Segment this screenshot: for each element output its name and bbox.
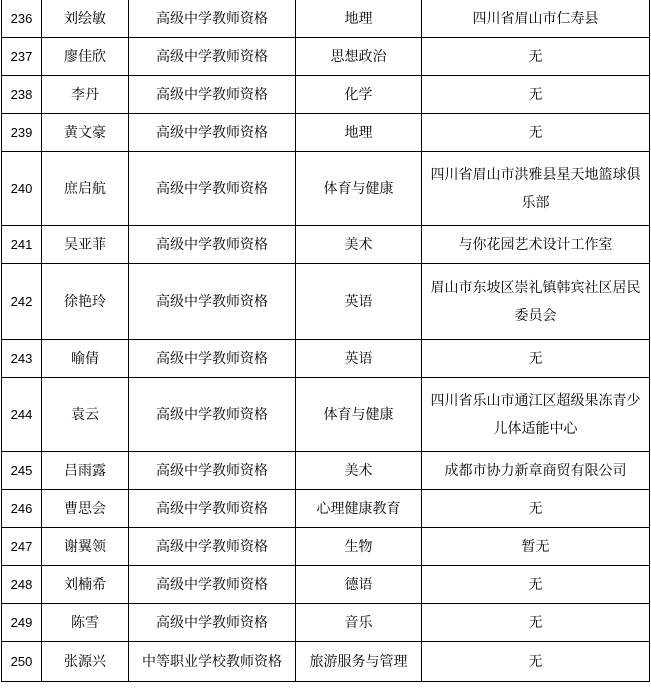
row-number: 241	[2, 226, 42, 264]
work-organization: 无	[422, 642, 650, 682]
row-number: 249	[2, 604, 42, 642]
table-row	[2, 452, 650, 490]
subject: 体育与健康	[296, 152, 422, 226]
table-row	[2, 566, 650, 604]
row-number: 246	[2, 490, 42, 528]
row-number: 244	[2, 378, 42, 452]
person-name: 李丹	[42, 76, 129, 114]
person-name: 刘绘敏	[42, 0, 129, 38]
person-name: 谢翼领	[42, 528, 129, 566]
subject: 英语	[296, 264, 422, 340]
subject: 生物	[296, 528, 422, 566]
table-row	[2, 38, 650, 76]
work-organization: 无	[422, 490, 650, 528]
subject: 美术	[296, 226, 422, 264]
row-number: 248	[2, 566, 42, 604]
table-row	[2, 76, 650, 114]
qualification-type: 高级中学教师资格	[129, 452, 296, 490]
subject: 地理	[296, 0, 422, 38]
row-number: 242	[2, 264, 42, 340]
row-number: 250	[2, 642, 42, 682]
work-organization: 无	[422, 76, 650, 114]
table-row	[2, 340, 650, 378]
subject: 思想政治	[296, 38, 422, 76]
qualification-type: 高级中学教师资格	[129, 566, 296, 604]
qualification-type: 高级中学教师资格	[129, 378, 296, 452]
work-organization: 无	[422, 566, 650, 604]
table-row	[2, 528, 650, 566]
work-organization: 与你花园艺术设计工作室	[422, 226, 650, 264]
work-organization: 暂无	[422, 528, 650, 566]
qualification-type: 高级中学教师资格	[129, 0, 296, 38]
row-number: 240	[2, 152, 42, 226]
work-organization: 成都市协力新章商贸有限公司	[422, 452, 650, 490]
qualification-type: 高级中学教师资格	[129, 604, 296, 642]
table-row	[2, 490, 650, 528]
qualification-type: 高级中学教师资格	[129, 38, 296, 76]
subject: 旅游服务与管理	[296, 642, 422, 682]
subject: 地理	[296, 114, 422, 152]
qualification-type: 高级中学教师资格	[129, 340, 296, 378]
person-name: 刘楠希	[42, 566, 129, 604]
subject: 体育与健康	[296, 378, 422, 452]
row-number: 243	[2, 340, 42, 378]
row-number: 239	[2, 114, 42, 152]
work-organization: 无	[422, 38, 650, 76]
qualification-type: 高级中学教师资格	[129, 114, 296, 152]
table-row	[2, 378, 650, 452]
teacher-qualification-table	[1, 0, 650, 682]
table-row	[2, 604, 650, 642]
row-number: 247	[2, 528, 42, 566]
work-organization: 眉山市东坡区崇礼镇韩宾社区居民委员会	[422, 264, 650, 340]
table-row	[2, 264, 650, 340]
table-row	[2, 114, 650, 152]
qualification-type: 高级中学教师资格	[129, 76, 296, 114]
work-organization: 四川省眉山市仁寿县	[422, 0, 650, 38]
person-name: 黄文豪	[42, 114, 129, 152]
table-row	[2, 226, 650, 264]
work-organization: 四川省眉山市洪雅县星天地篮球俱乐部	[422, 152, 650, 226]
person-name: 庶启航	[42, 152, 129, 226]
person-name: 曹思会	[42, 490, 129, 528]
table-row	[2, 0, 650, 38]
qualification-type: 高级中学教师资格	[129, 264, 296, 340]
qualification-type: 高级中学教师资格	[129, 490, 296, 528]
subject: 心理健康教育	[296, 490, 422, 528]
subject: 化学	[296, 76, 422, 114]
person-name: 喻倩	[42, 340, 129, 378]
person-name: 廖佳欣	[42, 38, 129, 76]
subject: 德语	[296, 566, 422, 604]
row-number: 238	[2, 76, 42, 114]
row-number: 237	[2, 38, 42, 76]
row-number: 236	[2, 0, 42, 38]
person-name: 陈雪	[42, 604, 129, 642]
work-organization: 无	[422, 340, 650, 378]
person-name: 吕雨露	[42, 452, 129, 490]
table-body	[2, 0, 650, 682]
table-row	[2, 152, 650, 226]
row-number: 245	[2, 452, 42, 490]
qualification-type: 高级中学教师资格	[129, 226, 296, 264]
subject: 音乐	[296, 604, 422, 642]
qualification-type: 中等职业学校教师资格	[129, 642, 296, 682]
person-name: 张源兴	[42, 642, 129, 682]
qualification-type: 高级中学教师资格	[129, 528, 296, 566]
table-row	[2, 642, 650, 682]
subject: 英语	[296, 340, 422, 378]
person-name: 吴亚菲	[42, 226, 129, 264]
subject: 美术	[296, 452, 422, 490]
qualification-type: 高级中学教师资格	[129, 152, 296, 226]
work-organization: 四川省乐山市通江区超级果冻青少儿体适能中心	[422, 378, 650, 452]
person-name: 袁云	[42, 378, 129, 452]
person-name: 徐艳玲	[42, 264, 129, 340]
work-organization: 无	[422, 114, 650, 152]
work-organization: 无	[422, 604, 650, 642]
